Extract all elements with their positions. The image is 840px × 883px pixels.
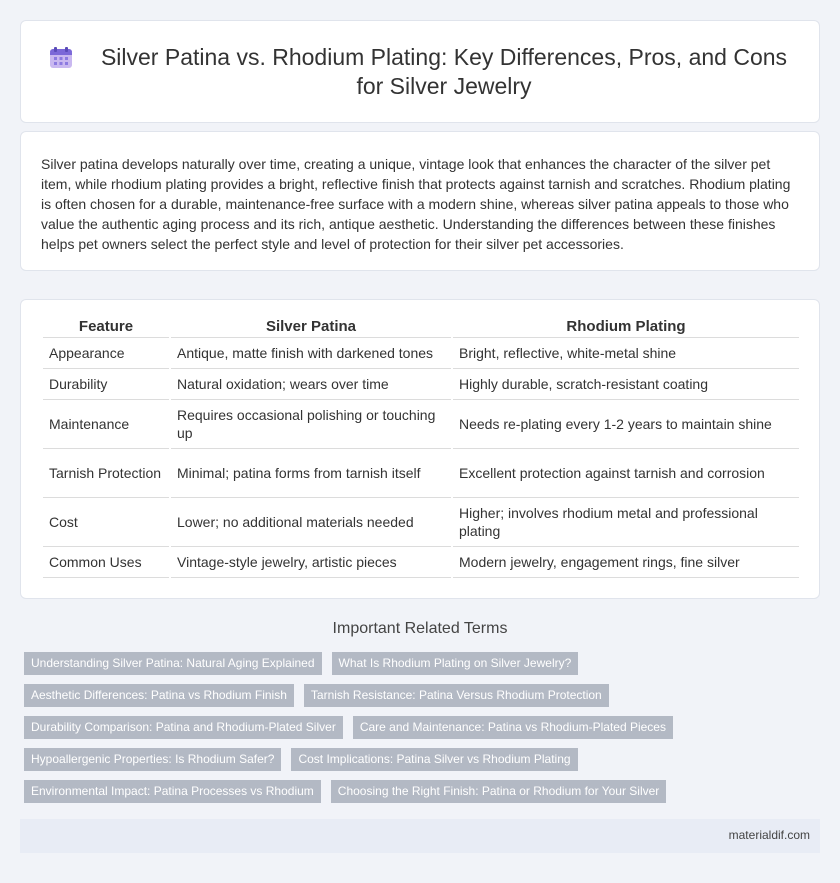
cell-feature: Cost [43, 498, 170, 547]
related-term-tag[interactable]: Care and Maintenance: Patina vs Rhodium-Plated Pieces [353, 716, 673, 739]
related-term-tag[interactable]: Aesthetic Differences: Patina vs Rhodium Finish [24, 684, 294, 707]
related-term-tag[interactable]: Understanding Silver Patina: Natural Aging Explained [24, 652, 322, 675]
cell-patina: Requires occasional polishing or touching up [170, 400, 452, 449]
intro-paragraph: Silver patina develops naturally over time, creating a unique, vintage look that enhances the character of the silver pet item, while rhodium plating provides a bright, reflective finish that protects against tarnish and scratches. Rhodium plating is often chosen for a durable, maintenance-free surface with a modern shine, whereas silver patina appeals to those who value the authentic aging process and its rich, antique aesthetic. Understanding the differences between these finishes helps pet owners select the perfect style and level of protection for their silver pet accessories. [41, 156, 791, 252]
page-title: Silver Patina vs. Rhodium Plating: Key Differences, Pros, and Cons for Silver Jewelry [100, 44, 788, 99]
title-wrap [41, 43, 799, 101]
comparison-table [43, 316, 799, 578]
table-header-row [43, 316, 799, 338]
cell-rhodium: Modern jewelry, engagement rings, fine silver [452, 547, 799, 578]
cell-patina: Natural oxidation; wears over time [170, 369, 452, 400]
header-card [20, 20, 820, 123]
cell-rhodium: Excellent protection against tarnish and corrosion [452, 449, 799, 498]
footer [20, 819, 820, 853]
table-row [43, 449, 799, 498]
tag-row [24, 652, 804, 675]
cell-rhodium: Highly durable, scratch-resistant coating [452, 369, 799, 400]
header-silver-patina: Silver Patina [170, 316, 452, 338]
cell-patina: Minimal; patina forms from tarnish itself [170, 449, 452, 498]
header-rhodium-plating: Rhodium Plating [452, 316, 799, 338]
cell-feature: Tarnish Protection [43, 449, 170, 498]
related-term-tag[interactable]: Durability Comparison: Patina and Rhodium-Plated Silver [24, 716, 343, 739]
cell-patina: Vintage-style jewelry, artistic pieces [170, 547, 452, 578]
related-term-tag[interactable]: Environmental Impact: Patina Processes vs Rhodium [24, 780, 321, 803]
tag-row [24, 748, 804, 771]
related-term-tag[interactable]: Cost Implications: Patina Silver vs Rhodium Plating [291, 748, 577, 771]
cell-feature: Common Uses [43, 547, 170, 578]
cell-patina: Lower; no additional materials needed [170, 498, 452, 547]
related-terms-title: Important Related Terms [332, 620, 508, 637]
table-row [43, 498, 799, 547]
related-term-tag[interactable]: Tarnish Resistance: Patina Versus Rhodium Protection [304, 684, 609, 707]
table-row [43, 338, 799, 369]
related-term-tag[interactable]: Choosing the Right Finish: Patina or Rhodium for Your Silver [331, 780, 667, 803]
tag-row [24, 780, 804, 803]
intro-card [20, 131, 820, 271]
related-term-tag[interactable]: What Is Rhodium Plating on Silver Jewelry? [332, 652, 579, 675]
cell-rhodium: Needs re-plating every 1-2 years to maintain shine [452, 400, 799, 449]
cell-feature: Maintenance [43, 400, 170, 449]
cell-feature: Appearance [43, 338, 170, 369]
cell-feature: Durability [43, 369, 170, 400]
tag-row [24, 716, 804, 739]
tag-row [24, 684, 804, 707]
table-row [43, 369, 799, 400]
header-feature: Feature [43, 316, 170, 338]
cell-rhodium: Bright, reflective, white-metal shine [452, 338, 799, 369]
footer-site-name[interactable]: materialdif.com [728, 828, 810, 842]
table-row [43, 400, 799, 449]
related-term-tag[interactable]: Hypoallergenic Properties: Is Rhodium Safer? [24, 748, 281, 771]
comparison-table-card [20, 299, 820, 599]
cell-rhodium: Higher; involves rhodium metal and professional plating [452, 498, 799, 547]
related-terms-list [24, 652, 804, 812]
table-row [43, 547, 799, 578]
cell-patina: Antique, matte finish with darkened tones [170, 338, 452, 369]
